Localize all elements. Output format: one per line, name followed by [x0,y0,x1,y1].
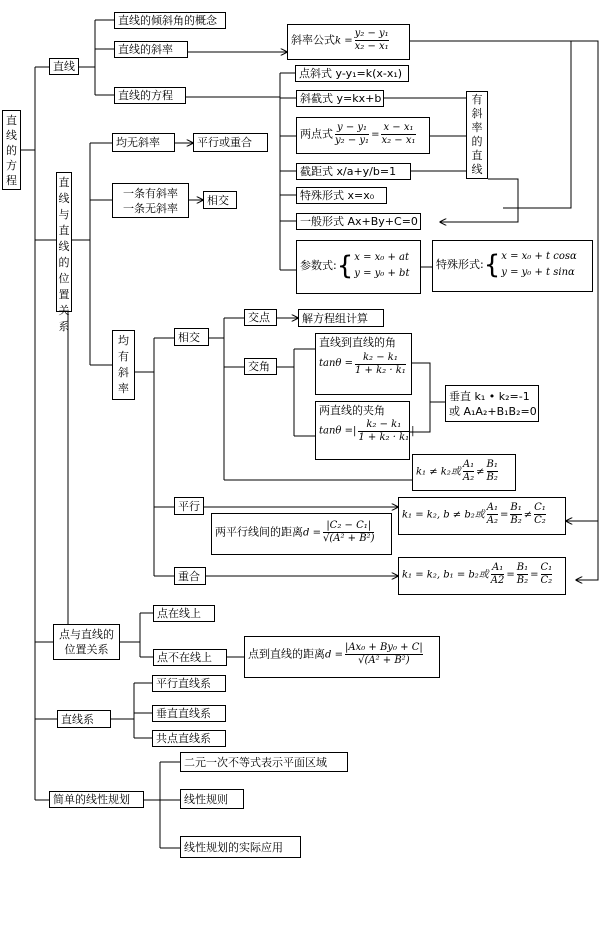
inclination-concept-label: 直线的倾斜角的概念 [118,14,217,27]
parallel-condition-f3 [534,502,546,527]
parallel-distance-label: 两平行线间的距离 [215,525,303,539]
special-form-label: 特殊形式 x=x₀ [300,189,375,202]
not-on-line-node [153,649,227,666]
intersect-condition-right-fraction [487,459,498,484]
coincide-condition-n2: B₁ [516,562,529,573]
angle-between-num: k₂ − k₁ [366,419,402,430]
angle-between-den: 1 + k₂ · k₁ [358,432,410,443]
one-slope-line2: 一条无斜率 [123,202,178,215]
perpendicular-family-label: 垂直直线系 [156,707,211,720]
param-form-node [296,240,421,294]
special-param-y: y = y₀ + t sinα [501,267,575,278]
concurrent-family-label: 共点直线系 [156,732,211,745]
slope-formula-label: 斜率公式 [291,33,335,47]
two-point-left-fraction [335,122,369,147]
point-distance-den: √(A² + B²) [345,654,423,667]
slope-formula-den: x₂ − x₁ [354,41,389,52]
special-param-x: x = x₀ + t cosα [501,251,577,262]
intersection-point-node [244,309,277,326]
special-param-label: 特殊形式: [436,258,484,271]
parallel-or-coincide-label: 平行或重合 [197,136,252,149]
coincide-condition-lhs: k₁ = k₂, b₁ = b₂或 [402,569,489,581]
one-slope-line1: 一条有斜率 [123,187,178,200]
angle-to-label: 直线到直线的角 [319,336,396,349]
two-point-eq: = [371,129,380,141]
coincide-condition-f2 [517,562,528,587]
intersection-point-label: 交点 [248,311,270,324]
slope-label: 直线的斜率 [118,43,173,56]
special-param-stack [501,249,576,281]
param-y: y = y₀ + bt [354,268,410,279]
intersect-short-label: 相交 [207,194,229,207]
intersect-short-node [203,191,237,209]
param-brace: { [336,251,354,281]
lp-label: 简单的线性规划 [53,793,130,806]
angle-between-fraction [358,419,409,444]
param-stack [354,250,409,282]
intersect-label: 相交 [178,331,200,344]
slope-formula-node [287,24,410,60]
perpendicular-line1: 垂直 k₁ • k₂=-1 [449,390,530,403]
coincide-condition-eq1: = [506,569,515,581]
parallel-condition-d1: A₂ [486,515,499,526]
two-point-lnum: y − y₁ [337,122,368,133]
two-point-lden: y₂ − y₁ [335,135,370,146]
parallel-condition-ne: ≠ [523,509,533,521]
on-line-node [153,605,215,622]
point-line-line2: 位置关系 [64,643,109,656]
parallel-family-label: 平行直线系 [156,677,211,690]
angle-between-label: 两直线的夹角 [319,404,385,417]
parallel-condition-f1 [487,502,498,527]
point-distance-fraction [345,642,423,667]
both-slope-node [112,330,135,400]
angle-to-node [315,333,412,395]
intersect-condition-node [412,454,516,491]
both-no-slope-node [112,133,175,152]
on-line-label: 点在线上 [157,607,201,620]
intersect-condition-lnum: A₁ [462,459,475,470]
slope-node [114,41,188,58]
coincide-condition-d2: B₂ [516,575,529,586]
parallel-condition-node [398,497,566,535]
parallel-condition-eq: = [500,509,509,521]
intercept-label: 截距式 x/a+y/b=1 [300,165,397,178]
solve-system-node [298,309,384,327]
parallel-or-coincide-node [193,133,268,152]
parallel-distance-d: d = [303,527,321,539]
lp-planning-label: 线性规则 [184,793,228,806]
perpendicular-node [445,385,539,422]
point-distance-d: d = [325,649,343,661]
lp-region-node [180,752,348,772]
has-slope-label: 有斜率的直线 [471,93,483,176]
both-no-slope-label: 均无斜率 [116,136,160,149]
root-node [2,110,21,190]
special-param-brace: { [483,250,501,280]
solve-system-label: 解方程组计算 [302,312,368,325]
param-x: x = x₀ + at [354,252,410,263]
intersect-condition-rden: B₂ [486,472,498,483]
both-slope-label: 均有斜率 [118,334,129,395]
parallel-distance-den: √(A² + B²) [322,533,375,544]
general-form-node [296,213,421,230]
angle-between-node [315,401,415,460]
point-distance-label: 点到直线的距离 [248,647,325,661]
two-point-label: 两点式 [300,127,333,141]
intersect-condition-lden: A₂ [462,472,475,483]
general-form-label: 一般形式 Ax+By+C=0 [300,215,418,228]
lp-application-node [180,836,301,858]
coincide-condition-f1 [491,562,505,587]
coincide-label: 重合 [178,570,200,583]
coincide-condition-n1: A₁ [491,562,504,573]
parallel-condition-lhs: k₁ = k₂, b ≠ b₂或 [402,509,485,521]
intersect-condition-lhs: k₁ ≠ k₂或 [416,466,461,478]
line-family-label: 直线系 [61,713,94,726]
angle-to-lhs: tanθ = [319,358,353,369]
slope-intercept-label: 斜截式 y=kx+b [300,92,382,105]
lp-region-label: 二元一次不等式表示平面区域 [184,756,327,769]
position-label: 直线与直线的位置关系 [58,176,70,333]
coincide-condition-eq2: = [530,569,539,581]
coincide-condition-n3: C₁ [540,562,553,573]
angle-to-fraction [355,352,406,377]
coincide-condition-d1: A2 [490,575,505,586]
root-label: 直线的方程 [6,114,17,187]
special-form-node [296,187,387,204]
point-slope-node [295,65,409,82]
parallel-condition-n3: C₁ [534,502,546,513]
slope-formula-fraction [355,28,389,53]
lp-planning-node [180,789,244,809]
two-point-node [296,117,430,154]
point-line-node [53,624,120,660]
line-node [49,58,79,75]
equations-label: 直线的方程 [118,89,173,102]
lp-node [49,791,144,808]
parallel-condition-f2 [510,502,521,527]
parallel-distance-num: |C₂ − C₁| [326,520,372,531]
parallel-node [174,497,204,515]
slope-formula-num: y₂ − y₁ [354,28,389,39]
concurrent-family-node [152,730,226,747]
not-on-line-label: 点不在线上 [157,651,212,664]
angle-to-den: 1 + k₂ · k₁ [355,365,406,376]
special-param-node [432,240,593,292]
intersect-node [174,328,209,346]
intersect-condition-left-fraction [463,459,474,484]
cross-angle-label: 交角 [248,360,270,373]
inclination-concept-node [114,12,226,29]
two-point-rden: x₂ − x₁ [381,135,416,146]
angle-to-num: k₂ − k₁ [362,352,398,363]
angle-between-rhs: | [411,425,415,437]
parallel-condition-n2: B₁ [510,502,522,513]
lp-application-label: 线性规划的实际应用 [184,841,283,854]
equations-node [114,87,186,104]
coincide-node [174,567,206,585]
intersect-condition-rnum: B₁ [486,459,498,470]
line-label: 直线 [53,60,75,73]
parallel-label: 平行 [178,500,200,513]
line-family-node [57,710,111,728]
one-slope-node [112,183,189,218]
intersect-condition-ne: ≠ [476,466,485,478]
cross-angle-node [244,358,277,375]
param-label: 参数式: [300,259,337,272]
parallel-condition-d2: B₂ [510,515,522,526]
parallel-condition-d3: C₂ [534,515,546,526]
parallel-distance-node [211,513,392,555]
point-distance-node [244,636,440,678]
two-point-rnum: x − x₁ [383,122,414,133]
slope-intercept-node [296,90,384,107]
parallel-distance-fraction [323,520,375,545]
position-node [56,172,72,333]
perpendicular-family-node [152,705,226,722]
slope-formula-k: k = [335,35,353,47]
two-point-right-fraction [381,122,415,147]
coincide-condition-node [398,557,566,595]
angle-between-lhs: tanθ =| [319,425,357,437]
parallel-family-node [152,675,226,692]
parallel-condition-n1: A₁ [486,502,499,513]
point-slope-label: 点斜式 y-y₁=k(x-x₁) [299,67,403,80]
has-slope-node [466,91,488,179]
perpendicular-line2: 或 A₁A₂+B₁B₂=0 [449,405,537,418]
coincide-condition-d3: C₂ [540,575,553,586]
intercept-node [296,163,411,180]
point-distance-num: |Ax₀ + By₀ + C| [344,642,423,653]
point-line-line1: 点与直线的 [59,628,114,641]
coincide-condition-f3 [541,562,553,587]
